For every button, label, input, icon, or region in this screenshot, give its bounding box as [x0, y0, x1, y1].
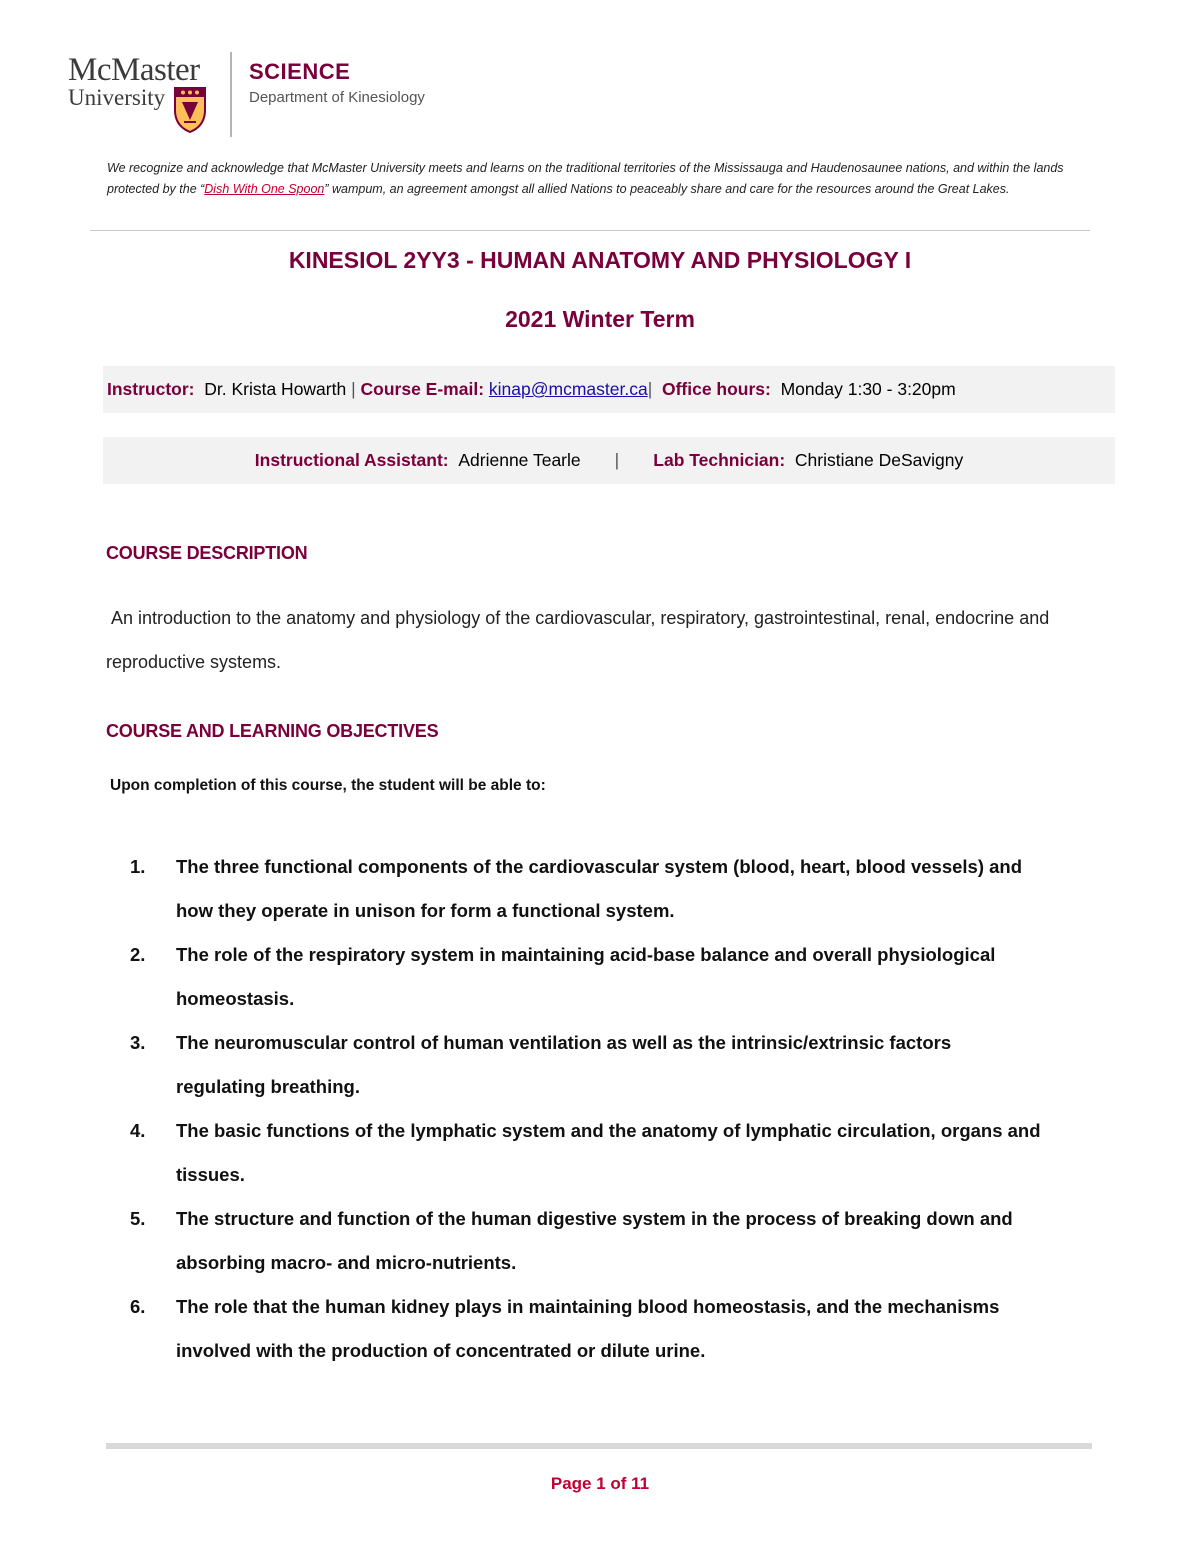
lab-tech-name: Christiane DeSavigny — [794, 450, 964, 470]
office-hours-value: Monday 1:30 - 3:20pm — [780, 379, 956, 399]
separator: | — [351, 379, 356, 399]
item-line: absorbing macro- and micro-nutrients. — [176, 1252, 517, 1273]
separator: | — [647, 379, 653, 399]
footer-rule — [106, 1443, 1092, 1449]
brand-name: McMaster — [68, 52, 200, 88]
divider — [90, 230, 1090, 231]
logo-divider — [230, 52, 232, 137]
item-line: The role of the respiratory system in maintaining acid-base balance and overall physiological — [176, 944, 996, 965]
item-line: homeostasis. — [176, 988, 295, 1009]
item-number: 5. — [130, 1208, 146, 1229]
department-name: Department of Kinesiology — [249, 89, 425, 106]
instructor-name: Dr. Krista Howarth — [204, 379, 347, 399]
email-label: Course E-mail: — [360, 379, 485, 399]
staff-info-bar — [103, 437, 1115, 484]
course-email-link[interactable]: kinap@mcmaster.ca — [488, 379, 648, 399]
item-line: The neuromuscular control of human ventilation as well as the intrinsic/extrinsic factors — [176, 1032, 952, 1053]
item-line: The role that the human kidney plays in maintaining blood homeostasis, and the mechanisms — [176, 1296, 1000, 1317]
ack-text-before: We recognize and acknowledge that McMaster University meets and learns on the traditional territories of the Mississauga and Haudenosaunee nations, and within the lands protected by the “ — [107, 161, 1064, 196]
course-title: KINESIOL 2YY3 - HUMAN ANATOMY AND PHYSIOLOGY I — [288, 247, 912, 273]
mcmaster-logo — [68, 52, 438, 142]
course-description-heading: COURSE DESCRIPTION — [106, 543, 308, 563]
list-item — [120, 1109, 1120, 1197]
item-number: 3. — [130, 1032, 146, 1053]
item-number: 4. — [130, 1120, 146, 1141]
list-item — [120, 1197, 1120, 1285]
office-hours-label: Office hours: — [661, 379, 771, 399]
item-line: tissues. — [176, 1164, 245, 1185]
item-line: The basic functions of the lymphatic system and the anatomy of lymphatic circulation, organs and — [176, 1120, 1041, 1141]
list-item — [120, 933, 1120, 1021]
list-item — [120, 1021, 1120, 1109]
instructor-info-bar — [103, 366, 1115, 413]
item-line: involved with the production of concentrated or dilute urine. — [176, 1340, 706, 1361]
ack-text-after: ” wampum, an agreement amongst all allied Nations to peaceably share and care for the resources around the Great Lakes. — [324, 182, 1010, 196]
item-number: 6. — [130, 1296, 146, 1317]
faculty-name: SCIENCE — [249, 59, 351, 84]
page-number: Page 1 of 11 — [550, 1474, 650, 1493]
course-term: 2021 Winter Term — [505, 306, 695, 332]
separator: | — [614, 450, 620, 470]
item-line: regulating breathing. — [176, 1076, 360, 1097]
ia-label: Instructional Assistant: — [254, 450, 449, 470]
item-number: 2. — [130, 944, 146, 965]
objectives-heading: COURSE AND LEARNING OBJECTIVES — [106, 721, 439, 741]
course-description-text — [106, 596, 1106, 684]
lab-tech-label: Lab Technician: — [653, 450, 786, 470]
objectives-list — [120, 845, 1120, 1373]
item-line: how they operate in unison for form a functional system. — [176, 900, 675, 921]
brand-university: University — [68, 85, 166, 110]
list-item — [120, 845, 1120, 933]
objectives-lead: Upon completion of this course, the student will be able to: — [110, 777, 546, 794]
ia-name: Adrienne Tearle — [458, 450, 581, 470]
description-body: An introduction to the anatomy and physiology of the cardiovascular, respiratory, gastrointestinal, renal, endocrine and reproductive systems. — [106, 608, 1050, 672]
item-line: The three functional components of the cardiovascular system (blood, heart, blood vessels) and — [176, 856, 1023, 877]
item-number: 1. — [130, 856, 146, 877]
dish-with-one-spoon-link[interactable]: Dish With One Spoon — [204, 182, 325, 196]
crest-icon — [173, 84, 207, 134]
instructor-label: Instructor: — [107, 379, 195, 399]
list-item — [120, 1285, 1120, 1373]
land-acknowledgement — [107, 158, 1092, 200]
item-line: The structure and function of the human digestive system in the process of breaking down and — [176, 1208, 1013, 1229]
